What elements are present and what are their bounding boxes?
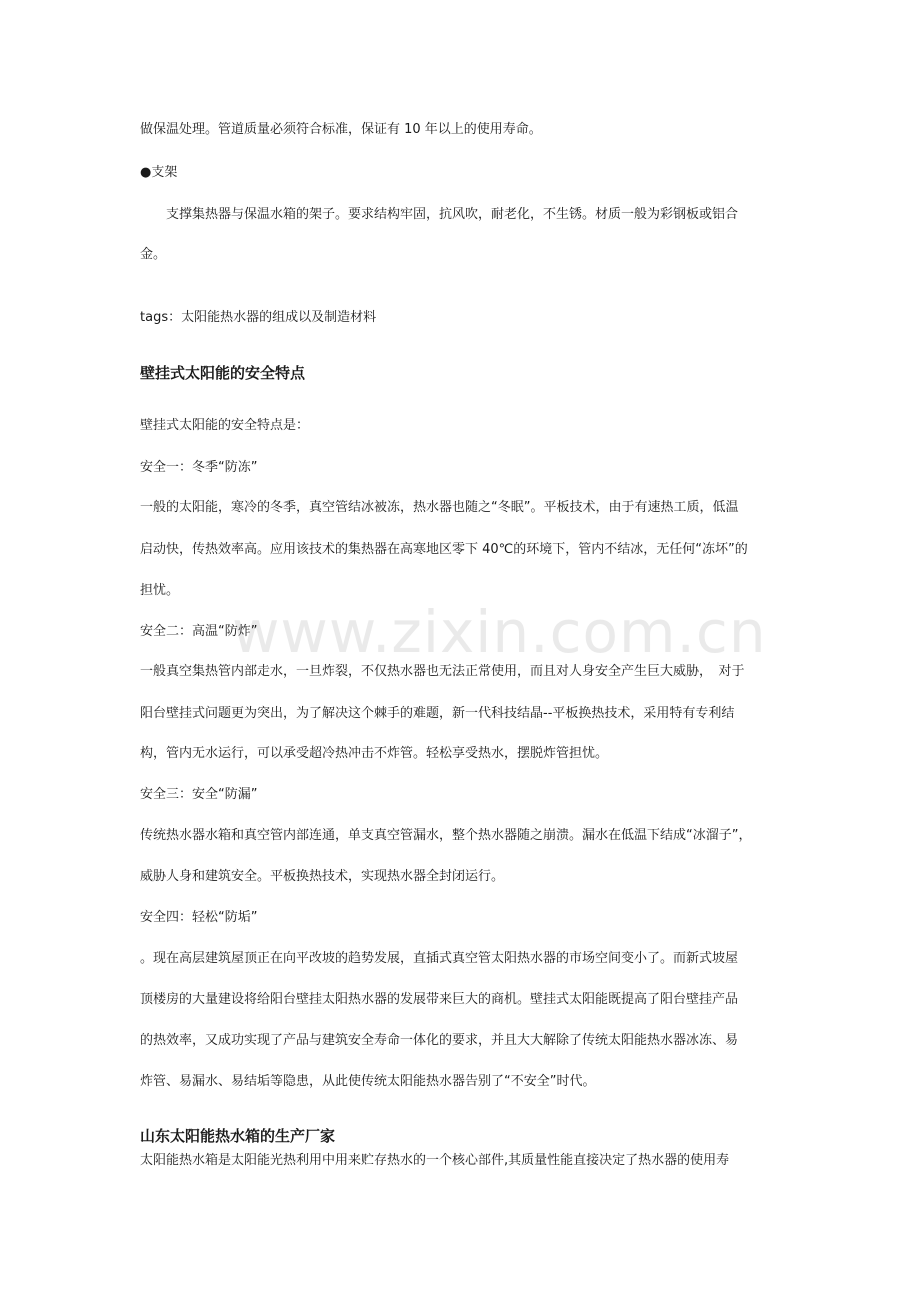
section-heading-manufacturer: 山东太阳能热水箱的生产厂家 xyxy=(140,1127,336,1145)
paragraph-line: 一般真空集热管内部走水，一旦炸裂，不仅热水器也无法正常使用，而且对人身安全产生巨大威胁， 对于 xyxy=(140,664,745,679)
paragraph-line: 顶楼房的大量建设将给阳台壁挂太阳热水器的发展带来巨大的商机。壁挂式太阳能既提高了阳台壁挂产品 xyxy=(140,992,739,1007)
list-item-bracket: ●支架 xyxy=(140,165,178,180)
paragraph-line: 一般的太阳能，寒冷的冬季，真空管结冰被冻，热水器也随之“冬眠”。平板技术，由于有速热工质，低温 xyxy=(140,500,739,515)
paragraph-line: 威胁人身和建筑安全。平板换热技术，实现热水器全封闭运行。 xyxy=(140,869,505,884)
paragraph-line: 壁挂式太阳能的安全特点是： xyxy=(140,418,310,433)
paragraph-line: 。现在高层建筑屋顶正在向平改坡的趋势发展，直插式真空管太阳热水器的市场空间变小了。而新式坡屋 xyxy=(140,951,739,966)
paragraph-line: 做保温处理。管道质量必须符合标准，保证有 10 年以上的使用寿命。 xyxy=(140,122,542,137)
paragraph-line: 炸管、易漏水、易结垢等隐患，从此使传统太阳能热水器告别了“不安全”时代。 xyxy=(140,1074,596,1089)
section-heading-safety: 壁挂式太阳能的安全特点 xyxy=(140,364,306,382)
paragraph-line: 构，管内无水运行，可以承受超冷热冲击不炸管。轻松享受热水，摆脱炸管担忧。 xyxy=(140,746,609,761)
safety-item-title: 安全一：冬季“防冻” xyxy=(140,460,258,475)
safety-item-title: 安全二：高温“防炸” xyxy=(140,624,258,639)
paragraph-line: 阳台壁挂式问题更为突出，为了解决这个棘手的难题，新一代科技结晶--平板换热技术，采用特有专利结 xyxy=(140,706,735,721)
paragraph-line: 支撑集热器与保温水箱的架子。要求结构牢固，抗风吹，耐老化，不生锈。材质一般为彩钢板或铝合 xyxy=(140,207,739,222)
paragraph-line: 太阳能热水箱是太阳能光热利用中用来贮存热水的一个核心部件,其质量性能直接决定了热水器的使用寿 xyxy=(140,1153,730,1168)
watermark: www.zixin.com.cn xyxy=(232,598,767,666)
safety-item-title: 安全三：安全“防漏” xyxy=(140,787,258,802)
tags-line: tags：太阳能热水器的组成以及制造材料 xyxy=(140,310,377,325)
paragraph-line: 金。 xyxy=(140,247,167,262)
paragraph-line: 传统热水器水箱和真空管内部连通，单支真空管漏水，整个热水器随之崩溃。漏水在低温下结成“冰溜子”， xyxy=(140,828,752,843)
safety-item-title: 安全四：轻松“防垢” xyxy=(140,910,258,925)
paragraph-line: 担忧。 xyxy=(140,583,180,598)
paragraph-line: 启动快，传热效率高。应用该技术的集热器在高寒地区零下 40℃的环境下，管内不结冰，无任何“冻坏”的 xyxy=(140,542,748,557)
paragraph-line: 的热效率，又成功实现了产品与建筑安全寿命一体化的要求，并且大大解除了传统太阳能热水器冰冻、易 xyxy=(140,1033,739,1048)
